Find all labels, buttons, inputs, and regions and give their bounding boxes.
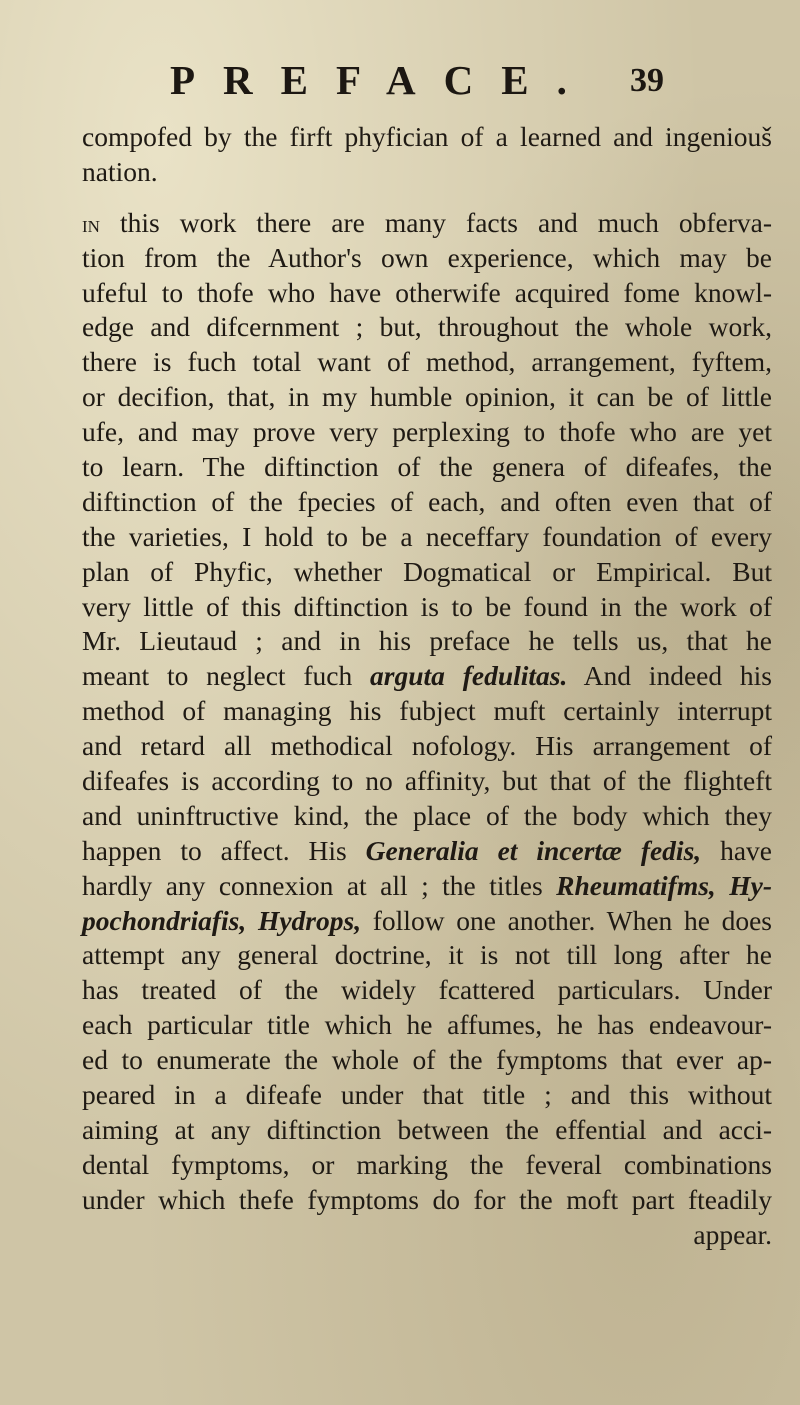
running-head-title: PREFACE. [170, 57, 595, 103]
text-span: And indeed his [567, 660, 772, 692]
text-line: ufeful to thofe who have otherwife acquired fome knowl- [82, 276, 772, 308]
text-span: hardly any connexion at all ; the titles [82, 869, 557, 901]
text-line: aiming at any diftinction between the effential and acci- [82, 1113, 772, 1145]
lead-word: in [82, 211, 100, 238]
text-line: each particular title which he affumes, he has endeavour- [82, 1009, 772, 1041]
text-span: meant to neglect fuch [82, 660, 371, 692]
text-line [82, 869, 772, 904]
latin-phrase: arguta fedulitas. [370, 660, 568, 692]
text-line: method of managing his fubject muft certainly interrupt [82, 695, 772, 727]
text-line: dental fymptoms, or marking the feveral combinations [82, 1148, 772, 1180]
paragraph-break [82, 190, 772, 206]
text-line: difeafes is according to no affinity, but that of the flighteft [82, 765, 772, 797]
text-line: nation. [82, 155, 158, 187]
text-line [82, 659, 772, 694]
text-line [82, 904, 772, 939]
body-text [82, 120, 772, 1253]
text-line: tion from the Author's own experience, which may be [82, 241, 772, 273]
text-line: and retard all methodical nofology. His arrangement of [82, 730, 772, 762]
text-line: or decifion, that, in my humble opinion, it can be of little [82, 381, 772, 413]
text-line: the varieties, I hold to be a neceffary foundation of every [82, 520, 772, 552]
catchword: appear. [693, 1218, 772, 1250]
text-line: under which thefe fymptoms do for the moft part fteadily [82, 1183, 772, 1215]
latin-phrase: Generalia et incertæ fedis, [365, 834, 702, 866]
latin-phrase: Rheumatifms, Hy- [556, 869, 772, 901]
text-line: ed to enumerate the whole of the fymptoms that ever ap- [82, 1044, 772, 1076]
text-span: this work there are many facts and much obferva- [99, 206, 772, 238]
latin-phrase: pochondriafis, Hydrops, [82, 904, 362, 936]
text-line: plan of Phyfic, whether Dogmatical or Empirical. But [82, 555, 772, 587]
running-head [0, 42, 800, 102]
text-line: ufe, and may prove very perplexing to thofe who are yet [82, 416, 772, 448]
text-span: happen to affect. His [82, 834, 366, 866]
text-line: and uninftructive kind, the place of the body which they [82, 799, 772, 831]
text-line: has treated of the widely fcattered particulars. Under [82, 974, 772, 1006]
text-line: very little of this diftinction is to be found in the work of [82, 590, 772, 622]
page-number: 39 [630, 62, 664, 99]
text-line: peared in a difeafe under that title ; and this without [82, 1079, 772, 1111]
text-line: attempt any general doctrine, it is not till long after he [82, 939, 772, 971]
text-line [82, 834, 772, 869]
text-line [82, 206, 772, 241]
text-line: edge and difcernment ; but, throughout the whole work, [82, 311, 772, 343]
text-span: have [701, 834, 772, 866]
text-line: Mr. Lieutaud ; and in his preface he tells us, that he [82, 625, 772, 657]
text-line: there is fuch total want of method, arrangement, fyftem, [82, 346, 772, 378]
text-line: to learn. The diftinction of the genera of difeafes, the [82, 451, 772, 483]
text-line: compofed by the firft phyfician of a learned and ingeniouš [82, 121, 772, 152]
text-span: follow one another. When he does [361, 904, 772, 936]
text-line: diftinction of the fpecies of each, and often even that of [82, 485, 772, 517]
